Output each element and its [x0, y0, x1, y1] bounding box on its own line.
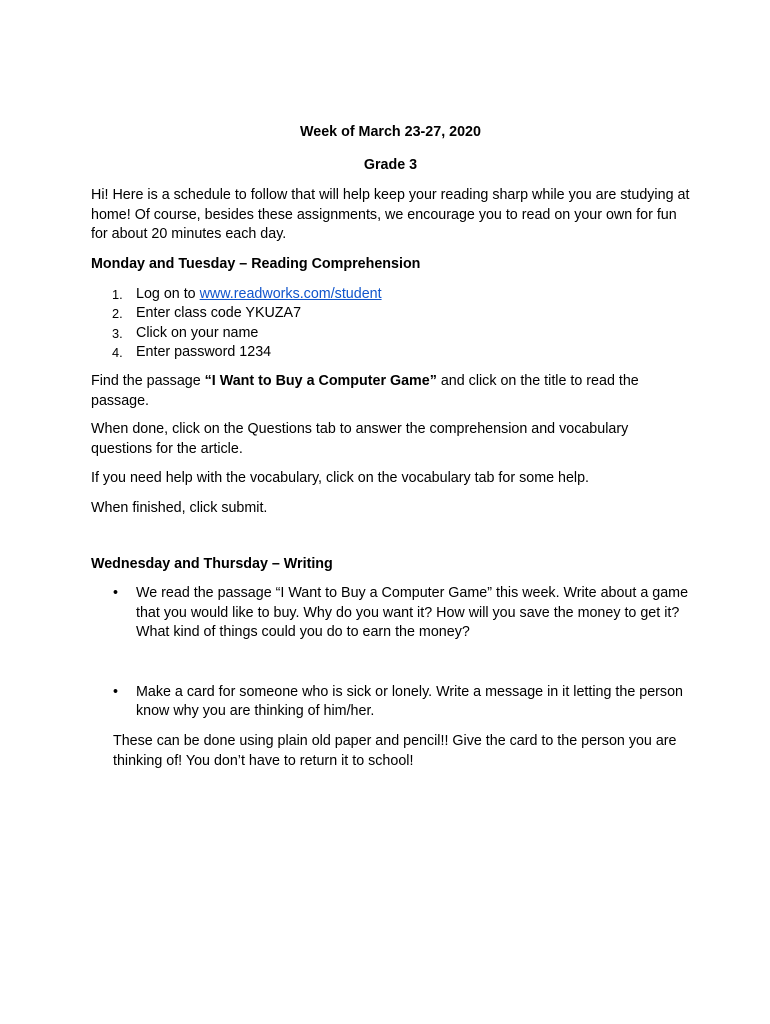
- grade-title: Grade 3: [363, 156, 418, 173]
- intro-paragraph: Hi! Here is a schedule to follow that will help keep your reading sharp while you are studying at home! Of course, besides these assignments, we encourage you to read on your own for fun for about 20 minutes each day.: [91, 187, 690, 243]
- writing-item-text: We read the passage “I Want to Buy a Computer Game” this week. Write about a game that you would like to buy. Why do you want it? How will you save the money to get it? What kind of things could you do to earn the money?: [136, 585, 689, 641]
- bullet-icon: •: [113, 585, 119, 602]
- step-text: Enter class code YKUZA7: [136, 305, 302, 322]
- readworks-link[interactable]: www.readworks.com/student: [199, 285, 382, 302]
- list-item: [91, 584, 690, 643]
- list-item: [91, 683, 690, 722]
- writing-heading: Wednesday and Thursday – Writing: [91, 555, 333, 572]
- vocab-help-paragraph: If you need help with the vocabulary, click on the vocabulary tab for some help.: [91, 470, 590, 487]
- bullet-icon: •: [113, 683, 119, 700]
- reading-steps-list: [91, 285, 690, 363]
- list-spacer: [91, 643, 690, 683]
- step-text: Enter password 1234: [136, 344, 272, 361]
- passage-title: “I Want to Buy a Computer Game”: [204, 372, 437, 389]
- list-item: [91, 285, 690, 305]
- step-text: Click on your name: [136, 324, 259, 341]
- list-item: [91, 343, 690, 363]
- list-item: [91, 304, 690, 324]
- list-number: 3.: [112, 325, 123, 341]
- writing-item-text: Make a card for someone who is sick or lonely. Write a message in it letting the person know why you are thinking of him/her.: [136, 683, 683, 720]
- find-suffix: and click on the title to read the passage.: [91, 372, 639, 409]
- find-passage-paragraph: [91, 372, 690, 411]
- submit-paragraph: When finished, click submit.: [91, 499, 268, 516]
- questions-paragraph: When done, click on the Questions tab to answer the comprehension and vocabulary questions for the article.: [91, 421, 629, 457]
- section-spacer: [91, 519, 690, 555]
- list-item: [91, 324, 690, 344]
- step-text: Log on to: [136, 285, 200, 302]
- list-number: 4.: [112, 345, 123, 361]
- list-number: 1.: [112, 286, 123, 302]
- list-number: 2.: [112, 306, 123, 322]
- reading-heading: Monday and Tuesday – Reading Comprehension: [91, 255, 421, 272]
- closing-paragraph: These can be done using plain old paper and pencil!! Give the card to the person you are thinking of! You don’t have to return it to school!: [113, 733, 677, 769]
- writing-list: [91, 584, 690, 722]
- find-prefix: Find the passage: [91, 372, 205, 389]
- week-title: Week of March 23-27, 2020: [300, 124, 481, 140]
